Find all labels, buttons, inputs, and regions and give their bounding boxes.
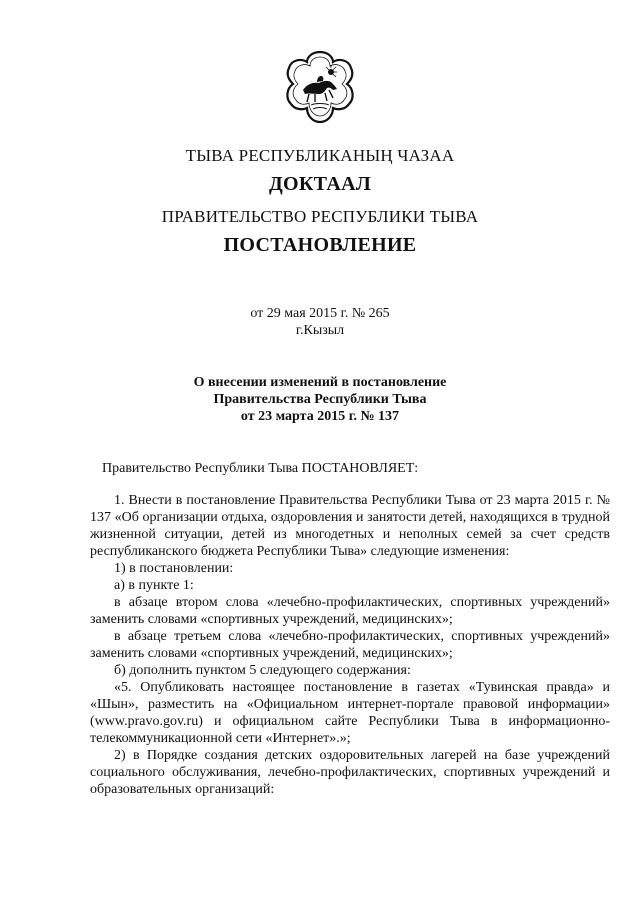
document-city: г.Кызыл bbox=[295, 323, 345, 338]
header-russian-government: ПРАВИТЕЛЬСТВО РЕСПУБЛИКИ ТЫВА bbox=[161, 207, 479, 226]
title-line-3: от 23 марта 2015 г. № 137 bbox=[240, 409, 400, 424]
paragraph: 1) в постановлении: bbox=[114, 561, 234, 576]
title-line-2: Правительства Республики Тыва bbox=[213, 392, 427, 407]
paragraph: 2) в Порядке создания детских оздоровительных лагерей на базе учреждений социального обслуживания, лечебно-профилактических, спортивных учреждений и образовательных организаций: bbox=[90, 748, 610, 797]
header-russian-doc-type: ПОСТАНОВЛЕНИЕ bbox=[223, 234, 417, 256]
paragraph: «5. Опубликовать настоящее постановление в газетах «Тувинская правда» и «Шын», разместить на «Официальном интернет-портале правовой информации» (www.pravo.gov.ru) и официальном сайте Республики Тыва в информационно-телекоммуникационной сети «Интернет».»; bbox=[90, 680, 610, 746]
paragraph: в абзаце третьем слова «лечебно-профилактических, спортивных учреждений» заменить словами «спортивных учреждений, медицинских»; bbox=[90, 629, 610, 661]
title-line-1: О внесении изменений в постановление bbox=[193, 375, 447, 390]
document-title bbox=[0, 374, 640, 425]
paragraph: б) дополнить пунктом 5 следующего содержания: bbox=[114, 663, 411, 678]
document-date-number: от 29 мая 2015 г. № 265 bbox=[250, 306, 390, 321]
paragraph: а) в пункте 1: bbox=[114, 578, 194, 593]
intro-statement: Правительство Республики Тыва ПОСТАНОВЛЯЕТ: bbox=[102, 461, 419, 476]
header-tyva-doc-type: ДОКТААЛ bbox=[268, 173, 372, 195]
document-body bbox=[90, 492, 610, 798]
paragraph: 1. Внести в постановление Правительства Республики Тыва от 23 марта 2015 г. № 137 «Об организации отдыха, оздоровления и занятости детей, находящихся в трудной жизненной ситуации, детей из многодетных и неполных семей за счет средств республиканского бюджета Республики Тыва» следующие изменения: bbox=[90, 493, 610, 559]
coat-of-arms-emblem-icon bbox=[283, 48, 357, 128]
paragraph: в абзаце втором слова «лечебно-профилактических, спортивных учреждений» заменить словами «спортивных учреждений, медицинских»; bbox=[90, 595, 610, 627]
header-tyva-government: ТЫВА РЕСПУБЛИКАНЫҢ ЧАЗАА bbox=[185, 146, 455, 165]
